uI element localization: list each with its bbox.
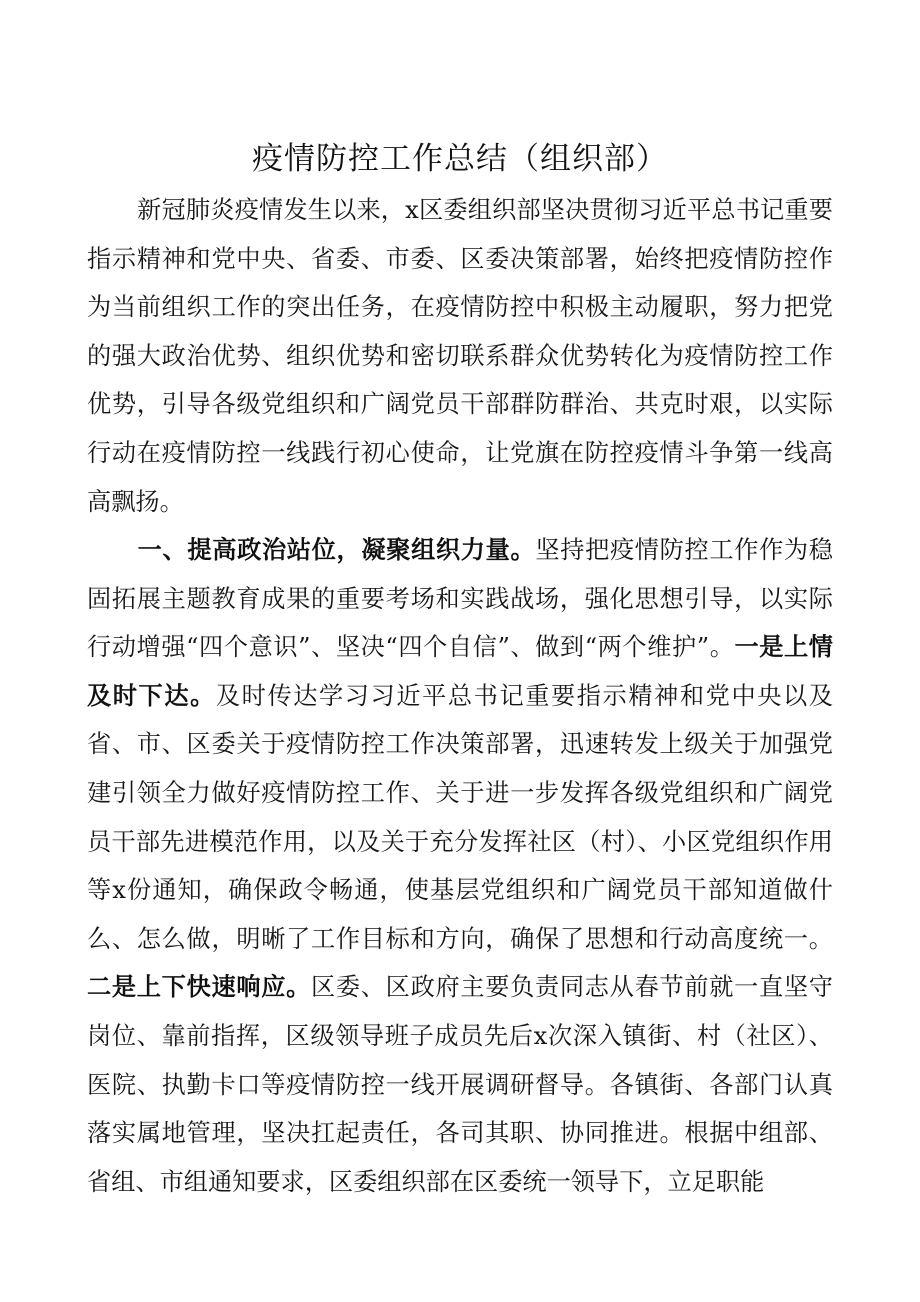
point-one-label: 一是上情及时下达。 — [87, 633, 833, 710]
point-one-text: 及时传达学习习近平总书记重要指示精神和党中央以及省、市、区委关于疫情防控工作决策部署，迅速转发上级关于加强党建引领全力做好疫情防控工作、关于进一步发挥各级党组织和广阔党员干部先进模范作用，以及关于充分发挥社区（村）、小区党组织作用等x份通知，确保政令畅通，使基层党组织和广阔党员干部知道做什么、怎么做，明晰了工作目标和方向，确保了思想和行动高度统一。 — [87, 681, 833, 953]
paragraph-intro — [87, 186, 833, 526]
section-one-intro: 坚持把疫情防控工作作为稳固拓展主题教育成果的重要考场和实践战场，强化思想引导，以实际行动增强“四个意识”、坚决“四个自信”、做到“两个维护”。 — [87, 536, 833, 662]
point-two-label: 二是上下快速响应。 — [87, 973, 312, 1002]
section-one-heading: 一、提高政治站位，凝聚组织力量。 — [137, 536, 536, 564]
point-two-text: 区委、区政府主要负责同志从春节前就一直坚守岗位、靠前指挥，区级领导班子成员先后x次深入镇街、村（社区）、医院、执勤卡口等疫情防控一线开展调研督导。各镇街、各部门认真落实属地管理，坚决扛起责任，各司其职、协同推进。根据中组部、省组、市组通知要求，区委组织部在区委统一领导下，立足职能 — [87, 973, 833, 1196]
paragraph-section-one — [87, 526, 833, 1206]
document-title: 疫情防控工作总结（组织部） — [252, 141, 668, 177]
paragraph-intro-text: 新冠肺炎疫情发生以来，x区委组织部坚决贯彻习近平总书记重要指示精神和党中央、省委、市委、区委决策部署，始终把疫情防控作为当前组织工作的突出任务，在疫情防控中积极主动履职，努力把党的强大政治优势、组织优势和密切联系群众优势转化为疫情防控工作优势，引导各级党组织和广阔党员干部群防群治、共克时艰，以实际行动在疫情防控一线践行初心使命，让党旗在防控疫情斗争第一线高高飘扬。 — [87, 196, 833, 516]
